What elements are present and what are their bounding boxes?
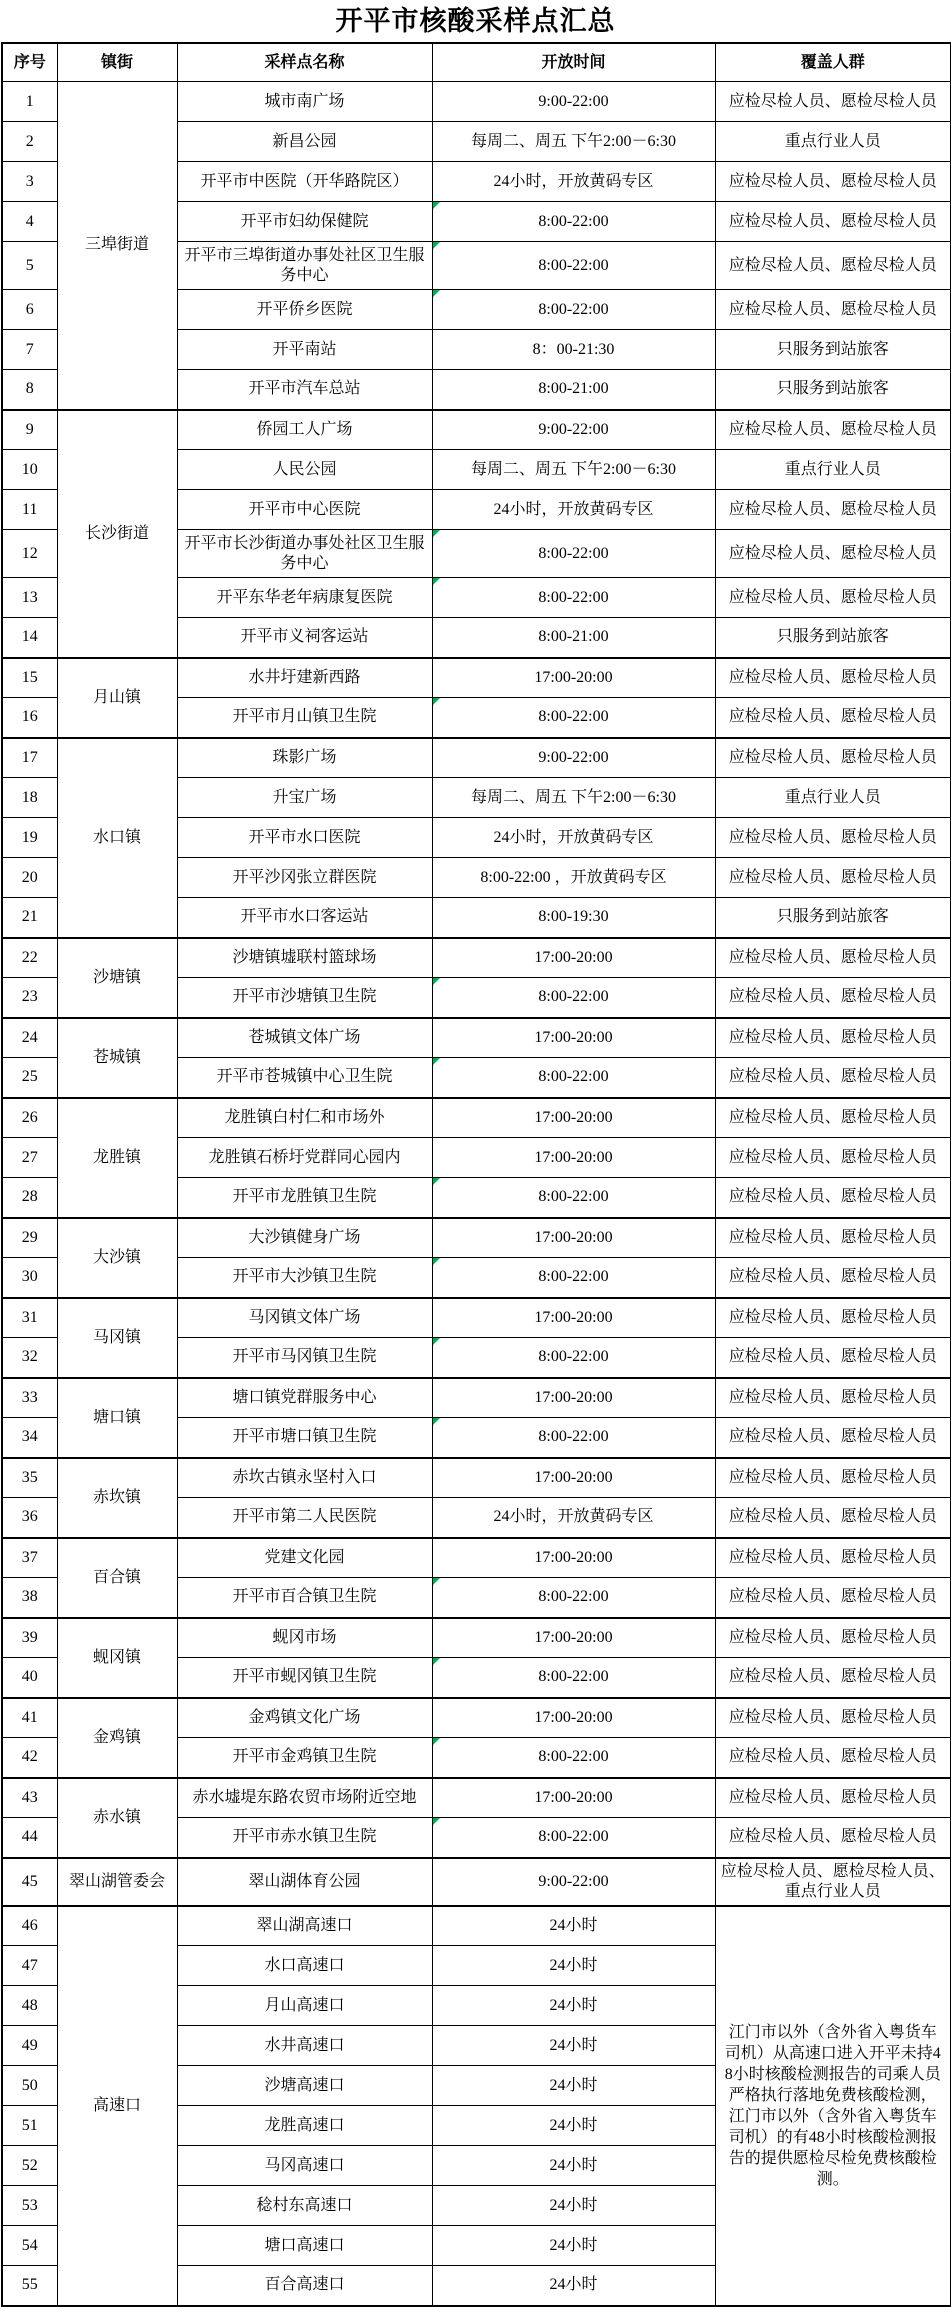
open-time-cell: 17:00-20:00	[432, 1138, 715, 1178]
town-cell: 长沙街道	[57, 410, 177, 658]
row-number-cell: 55	[2, 2266, 57, 2306]
row-number-cell: 19	[2, 818, 57, 858]
row-number-cell: 4	[2, 202, 57, 242]
coverage-cell: 应检尽检人员、愿检尽检人员	[715, 1738, 951, 1778]
coverage-cell: 应检尽检人员、愿检尽检人员	[715, 1258, 951, 1298]
page-title: 开平市核酸采样点汇总	[335, 6, 616, 36]
table-row	[2, 1218, 951, 1258]
coverage-cell: 应检尽检人员、愿检尽检人员	[715, 1618, 951, 1658]
site-name-cell: 开平市沙塘镇卫生院	[177, 978, 432, 1018]
row-number-cell: 22	[2, 938, 57, 978]
open-time-cell: 8:00-22:00	[432, 698, 715, 738]
town-cell: 塘口镇	[57, 1378, 177, 1458]
row-number-cell: 36	[2, 1498, 57, 1538]
coverage-cell: 应检尽检人员、愿检尽检人员	[715, 1378, 951, 1418]
site-name-cell: 苍城镇文体广场	[177, 1018, 432, 1058]
open-time-cell: 8:00-22:00	[432, 242, 715, 290]
open-time-cell: 24小时	[432, 1986, 715, 2026]
site-name-cell: 大沙镇健身广场	[177, 1218, 432, 1258]
table-row	[2, 1018, 951, 1058]
coverage-cell: 重点行业人员	[715, 778, 951, 818]
table-row	[2, 82, 951, 122]
open-time-cell: 9:00-22:00	[432, 738, 715, 778]
table-row	[2, 658, 951, 698]
town-cell: 百合镇	[57, 1538, 177, 1618]
open-time-cell: 9:00-22:00	[432, 410, 715, 450]
site-name-cell: 开平市妇幼保健院	[177, 202, 432, 242]
header-site-name: 采样点名称	[177, 43, 432, 82]
coverage-cell: 应检尽检人员、愿检尽检人员	[715, 658, 951, 698]
town-cell: 龙胜镇	[57, 1098, 177, 1218]
open-time-cell: 8:00-22:00	[432, 1058, 715, 1098]
town-cell: 翠山湖管委会	[57, 1858, 177, 1906]
town-cell: 赤坎镇	[57, 1458, 177, 1538]
town-cell: 沙塘镇	[57, 938, 177, 1018]
header-serial-number: 序号	[2, 43, 57, 82]
site-name-cell: 开平市苍城镇中心卫生院	[177, 1058, 432, 1098]
coverage-cell: 应检尽检人员、愿检尽检人员、重点行业人员	[715, 1858, 951, 1906]
site-name-cell: 塘口镇党群服务中心	[177, 1378, 432, 1418]
open-time-cell: 17:00-20:00	[432, 1618, 715, 1658]
site-name-cell: 开平市三埠街道办事处社区卫生服务中心	[177, 242, 432, 290]
coverage-cell: 应检尽检人员、愿检尽检人员	[715, 242, 951, 290]
table-row	[2, 738, 951, 778]
town-cell: 赤水镇	[57, 1778, 177, 1858]
coverage-cell: 应检尽检人员、愿检尽检人员	[715, 858, 951, 898]
open-time-cell: 8:00-22:00	[432, 1658, 715, 1698]
town-cell: 三埠街道	[57, 82, 177, 410]
open-time-cell: 每周二、周五 下午2:00－6:30	[432, 122, 715, 162]
coverage-cell: 应检尽检人员、愿检尽检人员	[715, 1698, 951, 1738]
open-time-cell: 9:00-22:00	[432, 82, 715, 122]
row-number-cell: 10	[2, 450, 57, 490]
row-number-cell: 49	[2, 2026, 57, 2066]
open-time-cell: 24小时	[432, 1946, 715, 1986]
row-number-cell: 5	[2, 242, 57, 290]
table-row	[2, 1906, 951, 1946]
town-cell: 蚬冈镇	[57, 1618, 177, 1698]
table-row	[2, 1698, 951, 1738]
site-name-cell: 龙胜高速口	[177, 2106, 432, 2146]
row-number-cell: 8	[2, 370, 57, 410]
open-time-cell: 8:00-22:00	[432, 1338, 715, 1378]
site-name-cell: 人民公园	[177, 450, 432, 490]
coverage-cell: 应检尽检人员、愿检尽检人员	[715, 1458, 951, 1498]
table-row	[2, 1778, 951, 1818]
open-time-cell: 17:00-20:00	[432, 938, 715, 978]
site-name-cell: 新昌公园	[177, 122, 432, 162]
site-name-cell: 水井高速口	[177, 2026, 432, 2066]
site-name-cell: 金鸡镇文化广场	[177, 1698, 432, 1738]
sampling-table-body	[2, 82, 951, 2306]
site-name-cell: 开平市长沙街道办事处社区卫生服务中心	[177, 530, 432, 578]
site-name-cell: 开平市龙胜镇卫生院	[177, 1178, 432, 1218]
open-time-cell: 24小时	[432, 2066, 715, 2106]
site-name-cell: 赤水墟堤东路农贸市场附近空地	[177, 1778, 432, 1818]
table-row	[2, 1378, 951, 1418]
coverage-cell: 重点行业人员	[715, 122, 951, 162]
site-name-cell: 赤坎古镇永坚村入口	[177, 1458, 432, 1498]
row-number-cell: 48	[2, 1986, 57, 2026]
site-name-cell: 开平市月山镇卫生院	[177, 698, 432, 738]
coverage-cell: 应检尽检人员、愿检尽检人员	[715, 1138, 951, 1178]
site-name-cell: 开平南站	[177, 330, 432, 370]
coverage-cell: 应检尽检人员、愿检尽检人员	[715, 1338, 951, 1378]
row-number-cell: 42	[2, 1738, 57, 1778]
open-time-cell: 8:00-22:00	[432, 1418, 715, 1458]
site-name-cell: 开平市蚬冈镇卫生院	[177, 1658, 432, 1698]
coverage-cell: 应检尽检人员、愿检尽检人员	[715, 1018, 951, 1058]
coverage-cell: 只服务到站旅客	[715, 618, 951, 658]
row-number-cell: 38	[2, 1578, 57, 1618]
town-cell: 大沙镇	[57, 1218, 177, 1298]
town-cell: 马冈镇	[57, 1298, 177, 1378]
row-number-cell: 15	[2, 658, 57, 698]
open-time-cell: 8:00-22:00	[432, 1578, 715, 1618]
coverage-cell: 只服务到站旅客	[715, 370, 951, 410]
row-number-cell: 33	[2, 1378, 57, 1418]
open-time-cell: 17:00-20:00	[432, 658, 715, 698]
site-name-cell: 马冈镇文体广场	[177, 1298, 432, 1338]
site-name-cell: 水口高速口	[177, 1946, 432, 1986]
row-number-cell: 13	[2, 578, 57, 618]
coverage-cell: 应检尽检人员、愿检尽检人员	[715, 530, 951, 578]
coverage-cell: 应检尽检人员、愿检尽检人员	[715, 162, 951, 202]
coverage-cell: 应检尽检人员、愿检尽检人员	[715, 818, 951, 858]
table-header-row	[2, 43, 951, 82]
row-number-cell: 18	[2, 778, 57, 818]
site-name-cell: 开平东华老年病康复医院	[177, 578, 432, 618]
site-name-cell: 开平市水口医院	[177, 818, 432, 858]
site-name-cell: 开平市水口客运站	[177, 898, 432, 938]
coverage-cell: 应检尽检人员、愿检尽检人员	[715, 1818, 951, 1858]
row-number-cell: 43	[2, 1778, 57, 1818]
coverage-cell: 应检尽检人员、愿检尽检人员	[715, 82, 951, 122]
open-time-cell: 17:00-20:00	[432, 1218, 715, 1258]
coverage-cell: 应检尽检人员、愿检尽检人员	[715, 938, 951, 978]
open-time-cell: 17:00-20:00	[432, 1778, 715, 1818]
row-number-cell: 28	[2, 1178, 57, 1218]
table-row	[2, 410, 951, 450]
row-number-cell: 32	[2, 1338, 57, 1378]
site-name-cell: 塘口高速口	[177, 2226, 432, 2266]
site-name-cell: 龙胜镇白村仁和市场外	[177, 1098, 432, 1138]
row-number-cell: 46	[2, 1906, 57, 1946]
row-number-cell: 11	[2, 490, 57, 530]
header-coverage: 覆盖人群	[715, 43, 951, 82]
site-name-cell: 翠山湖体育公园	[177, 1858, 432, 1906]
row-number-cell: 29	[2, 1218, 57, 1258]
open-time-cell: 8:00-22:00	[432, 978, 715, 1018]
open-time-cell: 24小时	[432, 1906, 715, 1946]
coverage-note-cell: 江门市以外（含外省入粤货车司机）从高速口进入开平未持48小时核酸检测报告的司乘人员严格执行落地免费核酸检测，江门市以外（含外省入粤货车司机）的有48小时核酸检测报告的提供愿检尽检免费核酸检测。	[715, 1906, 951, 2306]
site-name-cell: 水井圩建新西路	[177, 658, 432, 698]
site-name-cell: 开平侨乡医院	[177, 290, 432, 330]
site-name-cell: 翠山湖高速口	[177, 1906, 432, 1946]
open-time-cell: 24小时	[432, 2146, 715, 2186]
site-name-cell: 党建文化园	[177, 1538, 432, 1578]
site-name-cell: 马冈高速口	[177, 2146, 432, 2186]
site-name-cell: 龙胜镇石桥圩党群同心园内	[177, 1138, 432, 1178]
town-cell: 苍城镇	[57, 1018, 177, 1098]
open-time-cell: 24小时，开放黄码专区	[432, 162, 715, 202]
site-name-cell: 开平市义祠客运站	[177, 618, 432, 658]
open-time-cell: 9:00-22:00	[432, 1858, 715, 1906]
site-name-cell: 开平沙冈张立群医院	[177, 858, 432, 898]
open-time-cell: 24小时，开放黄码专区	[432, 818, 715, 858]
coverage-cell: 应检尽检人员、愿检尽检人员	[715, 1578, 951, 1618]
table-row	[2, 1458, 951, 1498]
table-row	[2, 1298, 951, 1338]
town-cell: 水口镇	[57, 738, 177, 938]
row-number-cell: 14	[2, 618, 57, 658]
row-number-cell: 44	[2, 1818, 57, 1858]
row-number-cell: 41	[2, 1698, 57, 1738]
row-number-cell: 53	[2, 2186, 57, 2226]
row-number-cell: 39	[2, 1618, 57, 1658]
table-row	[2, 1858, 951, 1906]
site-name-cell: 百合高速口	[177, 2266, 432, 2306]
row-number-cell: 35	[2, 1458, 57, 1498]
open-time-cell: 8:00-22:00	[432, 578, 715, 618]
coverage-cell: 应检尽检人员、愿检尽检人员	[715, 578, 951, 618]
town-cell: 高速口	[57, 1906, 177, 2306]
row-number-cell: 2	[2, 122, 57, 162]
coverage-cell: 应检尽检人员、愿检尽检人员	[715, 1178, 951, 1218]
open-time-cell: 17:00-20:00	[432, 1538, 715, 1578]
row-number-cell: 26	[2, 1098, 57, 1138]
coverage-cell: 应检尽检人员、愿检尽检人员	[715, 738, 951, 778]
open-time-cell: 17:00-20:00	[432, 1018, 715, 1058]
row-number-cell: 54	[2, 2226, 57, 2266]
coverage-cell: 应检尽检人员、愿检尽检人员	[715, 698, 951, 738]
open-time-cell: 17:00-20:00	[432, 1378, 715, 1418]
row-number-cell: 9	[2, 410, 57, 450]
row-number-cell: 7	[2, 330, 57, 370]
coverage-cell: 应检尽检人员、愿检尽检人员	[715, 202, 951, 242]
table-row	[2, 1618, 951, 1658]
coverage-cell: 应检尽检人员、愿检尽检人员	[715, 1058, 951, 1098]
coverage-cell: 应检尽检人员、愿检尽检人员	[715, 490, 951, 530]
coverage-cell: 应检尽检人员、愿检尽检人员	[715, 1298, 951, 1338]
open-time-cell: 8:00-22:00 ，开放黄码专区	[432, 858, 715, 898]
site-name-cell: 沙塘镇墟联村篮球场	[177, 938, 432, 978]
town-cell: 月山镇	[57, 658, 177, 738]
open-time-cell: 每周二、周五 下午2:00－6:30	[432, 778, 715, 818]
open-time-cell: 17:00-20:00	[432, 1458, 715, 1498]
header-open-time: 开放时间	[432, 43, 715, 82]
site-name-cell: 沙塘高速口	[177, 2066, 432, 2106]
site-name-cell: 开平市中医院（开华路院区）	[177, 162, 432, 202]
site-name-cell: 开平市汽车总站	[177, 370, 432, 410]
row-number-cell: 51	[2, 2106, 57, 2146]
header-town: 镇街	[57, 43, 177, 82]
coverage-cell: 应检尽检人员、愿检尽检人员	[715, 290, 951, 330]
open-time-cell: 17:00-20:00	[432, 1098, 715, 1138]
site-name-cell: 蚬冈市场	[177, 1618, 432, 1658]
site-name-cell: 开平市中心医院	[177, 490, 432, 530]
open-time-cell: 8:00-22:00	[432, 1258, 715, 1298]
row-number-cell: 31	[2, 1298, 57, 1338]
open-time-cell: 24小时	[432, 2226, 715, 2266]
coverage-cell: 应检尽检人员、愿检尽检人员	[715, 410, 951, 450]
row-number-cell: 34	[2, 1418, 57, 1458]
site-name-cell: 月山高速口	[177, 1986, 432, 2026]
coverage-cell: 应检尽检人员、愿检尽检人员	[715, 1418, 951, 1458]
coverage-cell: 应检尽检人员、愿检尽检人员	[715, 978, 951, 1018]
open-time-cell: 17:00-20:00	[432, 1698, 715, 1738]
site-name-cell: 开平市百合镇卫生院	[177, 1578, 432, 1618]
coverage-cell: 只服务到站旅客	[715, 898, 951, 938]
open-time-cell: 17:00-20:00	[432, 1298, 715, 1338]
row-number-cell: 20	[2, 858, 57, 898]
site-name-cell: 侨园工人广场	[177, 410, 432, 450]
site-name-cell: 珠影广场	[177, 738, 432, 778]
coverage-cell: 应检尽检人员、愿检尽检人员	[715, 1778, 951, 1818]
row-number-cell: 47	[2, 1946, 57, 1986]
site-name-cell: 稔村东高速口	[177, 2186, 432, 2226]
row-number-cell: 16	[2, 698, 57, 738]
open-time-cell: 8:00-22:00	[432, 202, 715, 242]
row-number-cell: 30	[2, 1258, 57, 1298]
open-time-cell: 8:00-21:00	[432, 618, 715, 658]
open-time-cell: 8:00-22:00	[432, 1178, 715, 1218]
row-number-cell: 3	[2, 162, 57, 202]
open-time-cell: 8:00-22:00	[432, 530, 715, 578]
site-name-cell: 开平市大沙镇卫生院	[177, 1258, 432, 1298]
table-row	[2, 938, 951, 978]
row-number-cell: 25	[2, 1058, 57, 1098]
coverage-cell: 应检尽检人员、愿检尽检人员	[715, 1658, 951, 1698]
open-time-cell: 24小时，开放黄码专区	[432, 490, 715, 530]
row-number-cell: 12	[2, 530, 57, 578]
row-number-cell: 6	[2, 290, 57, 330]
open-time-cell: 24小时	[432, 2266, 715, 2306]
row-number-cell: 37	[2, 1538, 57, 1578]
town-cell: 金鸡镇	[57, 1698, 177, 1778]
open-time-cell: 8:00-22:00	[432, 1818, 715, 1858]
open-time-cell: 24小时	[432, 2186, 715, 2226]
coverage-cell: 只服务到站旅客	[715, 330, 951, 370]
open-time-cell: 8:00-22:00	[432, 290, 715, 330]
open-time-cell: 每周二、周五 下午2:00－6:30	[432, 450, 715, 490]
open-time-cell: 8:00-21:00	[432, 370, 715, 410]
coverage-cell: 应检尽检人员、愿检尽检人员	[715, 1538, 951, 1578]
row-number-cell: 23	[2, 978, 57, 1018]
open-time-cell: 8:00-19:30	[432, 898, 715, 938]
coverage-cell: 应检尽检人员、愿检尽检人员	[715, 1498, 951, 1538]
open-time-cell: 8:00-22:00	[432, 1738, 715, 1778]
row-number-cell: 17	[2, 738, 57, 778]
coverage-cell: 应检尽检人员、愿检尽检人员	[715, 1218, 951, 1258]
row-number-cell: 52	[2, 2146, 57, 2186]
table-row	[2, 1098, 951, 1138]
site-name-cell: 开平市塘口镇卫生院	[177, 1418, 432, 1458]
row-number-cell: 40	[2, 1658, 57, 1698]
row-number-cell: 45	[2, 1858, 57, 1906]
open-time-cell: 24小时	[432, 2026, 715, 2066]
open-time-cell: 8：00-21:30	[432, 330, 715, 370]
row-number-cell: 24	[2, 1018, 57, 1058]
site-name-cell: 开平市马冈镇卫生院	[177, 1338, 432, 1378]
row-number-cell: 21	[2, 898, 57, 938]
site-name-cell: 升宝广场	[177, 778, 432, 818]
sampling-points-table	[1, 42, 951, 2307]
site-name-cell: 开平市第二人民医院	[177, 1498, 432, 1538]
site-name-cell: 开平市金鸡镇卫生院	[177, 1738, 432, 1778]
coverage-cell: 重点行业人员	[715, 450, 951, 490]
row-number-cell: 50	[2, 2066, 57, 2106]
row-number-cell: 27	[2, 1138, 57, 1178]
open-time-cell: 24小时	[432, 2106, 715, 2146]
open-time-cell: 24小时，开放黄码专区	[432, 1498, 715, 1538]
coverage-cell: 应检尽检人员、愿检尽检人员	[715, 1098, 951, 1138]
row-number-cell: 1	[2, 82, 57, 122]
site-name-cell: 城市南广场	[177, 82, 432, 122]
table-row	[2, 1538, 951, 1578]
site-name-cell: 开平市赤水镇卫生院	[177, 1818, 432, 1858]
